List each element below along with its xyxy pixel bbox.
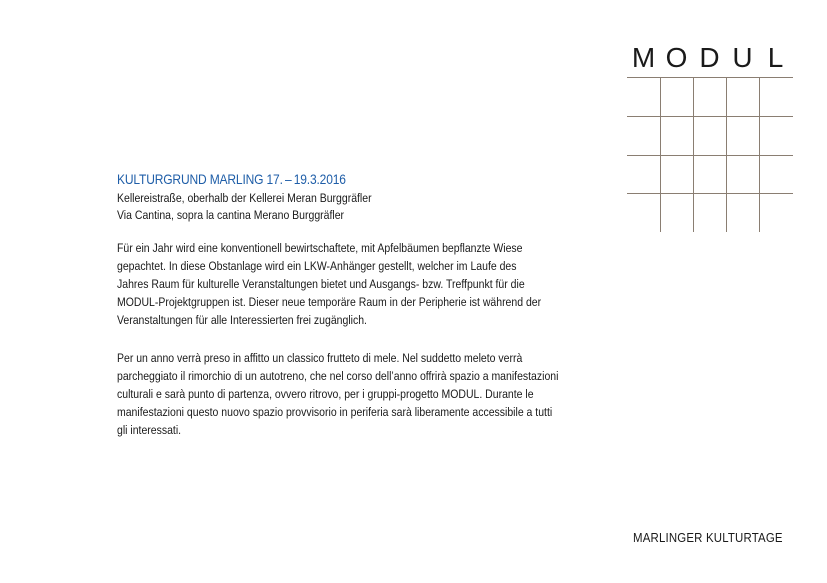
paragraph-german — [117, 239, 599, 329]
logo-letter-d: D — [699, 42, 720, 73]
paragraph-italian — [117, 349, 599, 439]
paragraph-line: MODUL-Projektgruppen ist. Dieser neue temporäre Raum in der Peripherie ist während der — [117, 295, 542, 309]
paragraph-line: manifestazioni questo nuovo spazio provvisorio in periferia sarà liberamente accessibile a tutti — [117, 405, 553, 419]
address-german: Kellereistraße, oberhalb der Kellerei Meran Burggräfler — [117, 191, 372, 205]
event-title: KULTURGRUND MARLING 17. – 19.3.2016 — [117, 171, 346, 187]
address-italian: Via Cantina, sopra la cantina Merano Burggräfler — [117, 208, 345, 222]
paragraph-line: Veranstaltungen für alle Interessierten frei zugänglich. — [117, 313, 367, 327]
modul-logo — [627, 40, 795, 235]
logo-letter-o: O — [665, 42, 688, 73]
footer-label: MARLINGER KULTURTAGE — [633, 530, 783, 545]
paragraph-line: Per un anno verrà preso in affitto un classico frutteto di mele. Nel suddetto meleto verrà — [117, 351, 523, 365]
logo-letter-u: U — [732, 42, 753, 73]
logo-letter-l: L — [767, 42, 784, 73]
paragraph-line: culturali e sarà punto di partenza, ovvero ritrovo, per i gruppi-progetto MODUL. Durante le — [117, 387, 534, 401]
paragraph-line: Jahres Raum für kulturelle Veranstaltungen bietet und Ausgangs- bzw. Treffpunkt für die — [117, 277, 525, 291]
logo-letters — [627, 40, 795, 76]
paragraph-line: gepachtet. In diese Obstanlage wird ein LKW-Anhänger gestellt, welcher im Laufe des — [117, 259, 517, 273]
paragraph-line: parcheggiato il rimorchio di un autotreno, che nel corso dell’anno offrirà spazio a manifestazioni — [117, 369, 559, 383]
logo-letter-m: M — [631, 42, 656, 73]
paragraph-line: Für ein Jahr wird eine konventionell bewirtschaftete, mit Apfelbäumen bepflanzte Wiese — [117, 241, 523, 255]
paragraph-line: gli interessati. — [117, 423, 182, 437]
